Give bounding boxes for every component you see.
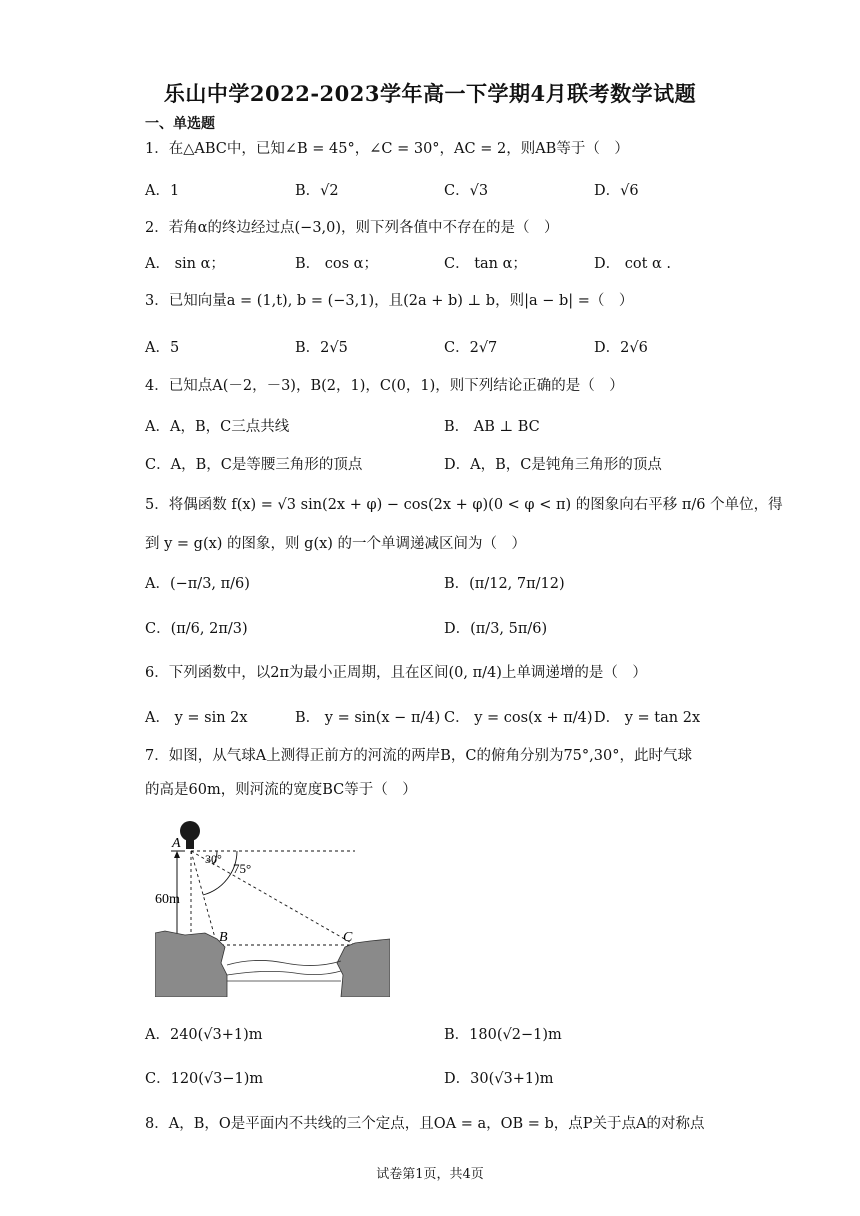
balloon-river-figure (155, 815, 390, 997)
q3-option-c: C．2√7 (444, 340, 498, 356)
q1-option-b: B．√2 (295, 183, 339, 199)
question-1-stem: 1．在△ABC中，已知∠B = 45°，∠C = 30°，AC = 2，则AB等于（ ） (145, 141, 629, 157)
section-heading: 一、单选题 (145, 116, 215, 132)
q1-option-c: C．√3 (444, 183, 489, 199)
label-point-a: A (172, 836, 181, 851)
question-7-stem-line1: 7．如图，从气球A上测得正前方的河流的两岸B，C的俯角分别为75°,30°，此时气球 (145, 748, 692, 764)
q6-option-b: B． y = sin(x − π/4) (295, 710, 441, 726)
q4-option-a: A．A，B，C三点共线 (145, 419, 290, 435)
q1-option-d: D．√6 (594, 183, 639, 199)
page-title: 乐山中学2022-2023学年高一下学期4月联考数学试题 (163, 81, 697, 106)
question-3-stem: 3．已知向量a = (1,t), b = (−3,1)，且(2a + b) ⊥ b，则|a − b| =（ ） (145, 293, 634, 309)
q4-option-b: B． AB ⊥ BC (444, 419, 540, 435)
q3-option-d: D．2√6 (594, 340, 648, 356)
q6-option-c: C． y = cos(x + π/4) (444, 710, 593, 726)
q3-option-a: A．5 (145, 340, 180, 356)
q5-option-d: D．(π/3, 5π/6) (444, 621, 548, 637)
q7-option-a: A．240(√3+1)m (145, 1027, 263, 1043)
q7-option-d: D．30(√3+1)m (444, 1071, 554, 1087)
q2-option-c: C． tan α； (444, 256, 527, 272)
question-4-stem: 4．已知点A(－2，－3)，B(2，1)，C(0，1)，则下列结论正确的是（ ） (145, 378, 624, 394)
label-height: 60m (155, 892, 180, 907)
q7-option-c: C．120(√3−1)m (145, 1071, 264, 1087)
question-5-stem-line2: 到 y = g(x) 的图象，则 g(x) 的一个单调递减区间为（ ） (145, 536, 527, 552)
q2-option-b: B． cos α； (295, 256, 378, 272)
q7-option-b: B．180(√2−1)m (444, 1027, 562, 1043)
q5-option-c: C．(π/6, 2π/3) (145, 621, 248, 637)
question-8-stem: 8．A，B，O是平面内不共线的三个定点，且OA = a，OB = b，点P关于点A的对称点 (145, 1116, 705, 1132)
question-6-stem: 6．下列函数中，以2π为最小正周期，且在区间(0, π/4)上单调递增的是（ ） (145, 665, 647, 681)
page-footer: 试卷第1页，共4页 (376, 1167, 484, 1182)
label-angle-75: 75° (233, 861, 252, 876)
question-7-stem-line2: 的高是60m，则河流的宽度BC等于（ ） (145, 782, 417, 798)
question-5-stem-line1: 5．将偶函数 f(x) = √3 sin(2x + φ) − cos(2x + φ)(0 < φ < π) 的图象向右平移 π/6 个单位，得 (145, 497, 783, 513)
question-2-stem: 2．若角α的终边经过点(−3,0)，则下列各值中不存在的是（ ） (145, 220, 559, 236)
q4-option-c: C．A，B，C是等腰三角形的顶点 (145, 457, 363, 473)
q2-option-d: D． cot α . (594, 256, 672, 272)
q5-option-a: A．(−π/3, π/6) (145, 576, 250, 592)
q1-option-a: A．1 (145, 183, 180, 199)
q3-option-b: B．2√5 (295, 340, 348, 356)
label-point-b: B (219, 930, 228, 945)
label-angle-30: 30° (205, 852, 222, 866)
balloon-icon (180, 821, 200, 841)
q4-option-d: D．A，B，C是钝角三角形的顶点 (444, 457, 662, 473)
q2-option-a: A． sin α； (145, 256, 225, 272)
q6-option-d: D． y = tan 2x (594, 710, 701, 726)
q6-option-a: A． y = sin 2x (145, 710, 248, 726)
q5-option-b: B．(π/12, 7π/12) (444, 576, 565, 592)
label-point-c: C (343, 930, 353, 945)
